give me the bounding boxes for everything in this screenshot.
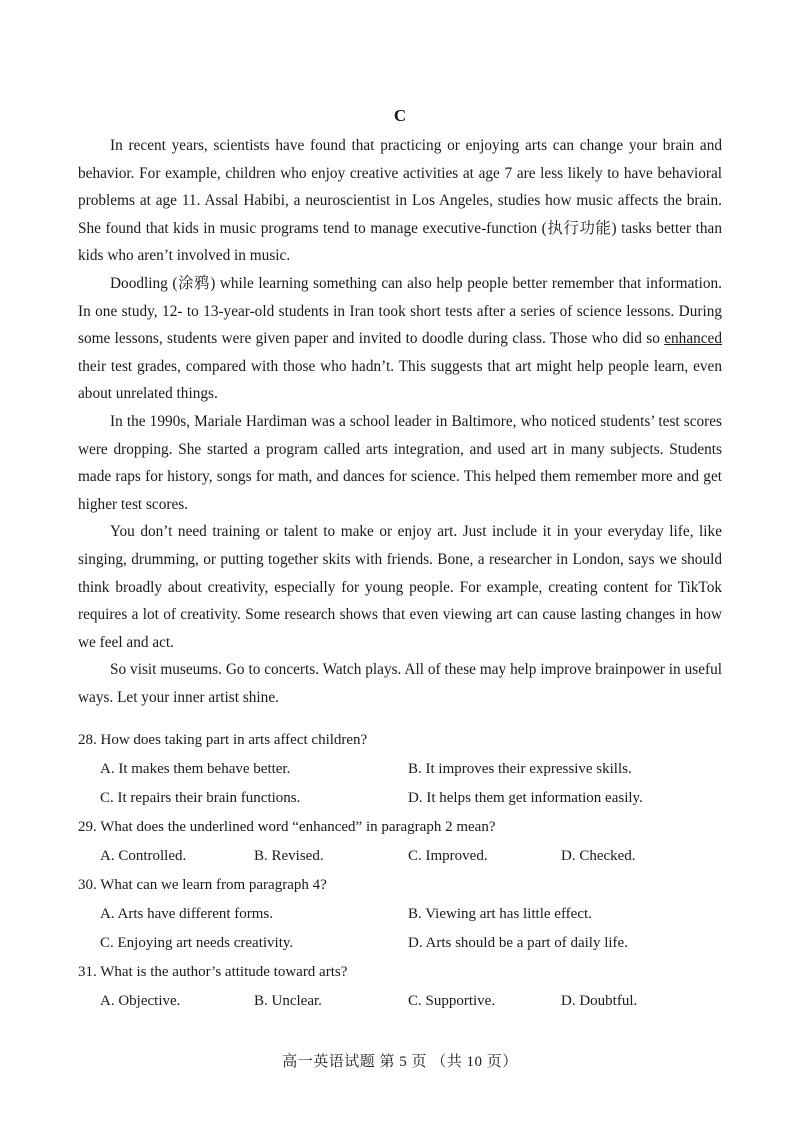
question-30-stem: 30. What can we learn from paragraph 4? [78,877,327,893]
question-29-option-b: B. Revised. [254,848,324,864]
question-29-options-row [78,842,738,871]
question-29-option-a: A. Controlled. [100,848,187,864]
question-31-option-b: B. Unclear. [254,993,322,1009]
paragraph-4: You don’t need training or talent to make or enjoy art. Just include it in your everyday life, like singing, drumming, or putting together skits with friends. Bone, a researcher in London, says we should think broadly about creativity, especially for young people. For example, creating content for TikTok requires a lot of creativity. Some research shows that even viewing art can cause lasting changes in how we feel and act. [78,523,722,651]
question-30-option-b: B. Viewing art has little effect. [408,906,592,922]
question-31-option-c: C. Supportive. [408,993,496,1009]
section-heading: C [393,106,407,125]
question-28-option-a: A. It makes them behave better. [100,761,291,777]
paragraph-2 [78,270,722,408]
question-28-stem: 28. How does taking part in arts affect children? [78,732,368,748]
reading-passage [78,132,722,711]
question-31-option-a: A. Objective. [100,993,181,1009]
question-28-option-b: B. It improves their expressive skills. [408,761,632,777]
question-31-options-row [78,987,738,1016]
question-30-option-a: A. Arts have different forms. [100,906,274,922]
question-29-option-c: C. Improved. [408,848,488,864]
question-29-stem: 29. What does the underlined word “enhanced” in paragraph 2 mean? [78,819,496,835]
underlined-word: enhanced [664,330,722,348]
page-footer: 高一英语试题 第 5 页 （共 10 页） [282,1054,518,1070]
paragraph-1: In recent years, scientists have found that practicing or enjoying arts can change your brain and behavior. For example, children who enjoy creative activities at age 7 are less likely to have behavioral problems at age 11. Assal Habibi, a neuroscientist in Los Angeles, studies how music affects the brain. She found that kids in music programs tend to manage executive-function (执行功能) tasks better than kids who aren’t involved in music. [78,137,722,265]
question-28-options-row-1 [78,755,738,784]
question-30-options-row-1 [78,900,738,929]
question-list [78,726,738,1016]
paragraph-5: So visit museums. Go to concerts. Watch plays. All of these may help improve brainpower in useful ways. Let your inner artist shine. [78,661,722,706]
question-30-option-c: C. Enjoying art needs creativity. [100,935,294,951]
question-30-options-row-2 [78,929,738,958]
question-31-stem: 31. What is the author’s attitude toward arts? [78,964,348,980]
question-31-option-d: D. Doubtful. [561,993,638,1009]
question-28-option-d: D. It helps them get information easily. [408,790,643,806]
question-28-option-c: C. It repairs their brain functions. [100,790,301,806]
question-28-options-row-2 [78,784,738,813]
paragraph-3: In the 1990s, Mariale Hardiman was a school leader in Baltimore, who noticed students’ test scores were dropping. She started a program called arts integration, and used art in many subjects. Students made raps for history, songs for math, and dances for science. This helped them remember more and get higher test scores. [78,412,722,513]
paragraph-2-text-end: their test grades, compared with those who hadn’t. This suggests that art might help people learn, even about unrelated things. [78,357,722,403]
question-29-option-d: D. Checked. [561,848,636,864]
paragraph-2-text-start: Doodling (涂鸦) while learning something can also help people better remember that information. In one study, 12- to 13-year-old students in Iran took short tests after a series of science lessons. During some lessons, students were given paper and invited to doodle during class. Those who did so [78,274,722,348]
question-30-option-d: D. Arts should be a part of daily life. [408,935,628,951]
